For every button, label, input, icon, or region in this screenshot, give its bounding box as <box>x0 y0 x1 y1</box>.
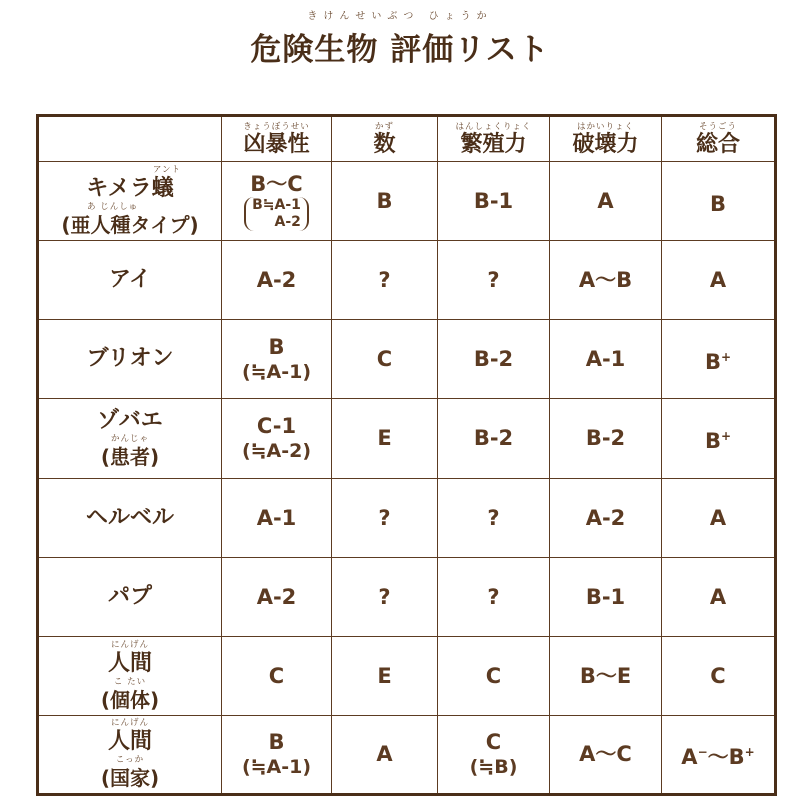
fertility-value: ? <box>487 505 500 530</box>
overall-modifier: + <box>720 349 732 364</box>
number-cell <box>332 399 438 478</box>
number-value: E <box>377 663 392 688</box>
fertility-value: B-1 <box>473 189 514 214</box>
overall-grade: A <box>681 744 698 769</box>
fertility-value: B-2 <box>473 426 514 451</box>
overall-modifier: + <box>720 428 732 443</box>
header-label: 凶暴性 <box>243 131 310 157</box>
destruction-cell <box>550 636 662 715</box>
name-sub-ruby: かんじゃ <box>110 433 149 444</box>
creature-name-cell <box>38 399 222 478</box>
overall-grade: B <box>709 191 726 216</box>
creature-name: アイ <box>108 267 152 293</box>
number-value: ? <box>378 505 391 530</box>
name-ruby: にんげん <box>110 718 149 729</box>
fertility-value: C <box>485 663 502 688</box>
number-cell <box>332 320 438 399</box>
number-cell <box>332 557 438 636</box>
header-destruction <box>550 116 662 162</box>
destruction-value: B〜E <box>579 663 632 688</box>
number-cell <box>332 162 438 241</box>
creature-name: ブリオン <box>86 346 174 372</box>
name-ruby: アント <box>152 165 181 176</box>
creature-name: ヘルベル <box>85 504 174 530</box>
creature-name-cell <box>38 557 222 636</box>
table-row <box>38 241 776 320</box>
header-ruby: はんしょくりょく <box>455 121 532 132</box>
overall-value: A <box>709 268 727 293</box>
number-value: B <box>376 189 393 214</box>
fertility-value: C <box>485 730 502 755</box>
number-cell <box>332 241 438 320</box>
name-sub-ruby: あ じんしゅ <box>87 202 139 213</box>
creature-name: ゾバエ <box>97 407 163 433</box>
ferocity-note: (≒A-2) <box>241 440 312 463</box>
fertility-value: B-2 <box>473 347 514 372</box>
number-value: ? <box>378 584 391 609</box>
ferocity-cell <box>222 478 332 557</box>
ferocity-value: B <box>268 335 285 360</box>
ferocity-cell <box>222 320 332 399</box>
risk-table <box>36 114 777 796</box>
creature-name-cell <box>38 162 222 241</box>
ferocity-cell <box>222 162 332 241</box>
header-ruby: かず <box>374 121 394 132</box>
ferocity-value: B〜C <box>250 172 303 197</box>
overall-value: C <box>710 663 726 688</box>
destruction-cell <box>550 715 662 794</box>
ferocity-note: (≒A-1) <box>241 756 312 779</box>
creature-subname: (国家) <box>100 766 160 791</box>
destruction-value: A <box>597 189 614 214</box>
ferocity-cell <box>222 636 332 715</box>
fertility-value: ? <box>487 268 500 293</box>
header-row <box>38 116 776 162</box>
ferocity-value: B <box>268 730 285 755</box>
destruction-cell <box>550 557 662 636</box>
fertility-cell <box>438 715 550 794</box>
ferocity-cell <box>222 715 332 794</box>
number-value: ? <box>378 268 391 293</box>
header-corner <box>38 116 222 162</box>
number-value: A <box>376 742 393 767</box>
number-value: E <box>377 426 392 451</box>
ferocity-note-line: B≒A-1 <box>252 197 301 214</box>
overall-cell <box>662 241 776 320</box>
creature-subname: (患者) <box>100 444 160 469</box>
fertility-cell <box>438 557 550 636</box>
header-label: 繁殖力 <box>460 131 527 157</box>
overall-value: A <box>709 505 727 530</box>
destruction-value: B-1 <box>585 584 626 609</box>
fertility-cell <box>438 478 550 557</box>
ferocity-value: A-2 <box>256 268 297 293</box>
header-ruby: きょうぼうせい <box>243 121 310 132</box>
creature-name: 人間 <box>107 729 152 755</box>
destruction-value: A〜C <box>579 742 632 767</box>
creature-subname: (亜人種タイプ) <box>61 213 199 238</box>
table-row <box>38 320 776 399</box>
ferocity-value: C <box>268 663 285 688</box>
overall-cell <box>662 320 776 399</box>
fertility-cell <box>438 162 550 241</box>
header-ruby: はかいりょく <box>576 121 634 132</box>
overall-value <box>662 344 774 375</box>
creature-subname: (個体) <box>100 687 160 712</box>
header-label: 破壊力 <box>572 131 639 157</box>
fertility-note: (≒B) <box>469 756 518 779</box>
fertility-cell <box>438 241 550 320</box>
creature-name-cell <box>38 478 222 557</box>
destruction-value: A-2 <box>585 505 626 530</box>
overall-grade: B <box>704 349 721 374</box>
creature-name-cell <box>38 715 222 794</box>
overall-value <box>662 739 774 770</box>
number-cell <box>332 715 438 794</box>
creature-name: 人間 <box>107 650 152 676</box>
overall-modifier: + <box>744 744 755 759</box>
fertility-cell <box>438 399 550 478</box>
table-row <box>38 715 776 794</box>
name-sub-ruby: こ たい <box>113 676 147 687</box>
table-row <box>38 557 776 636</box>
ferocity-value: A-1 <box>256 505 297 530</box>
destruction-value: A〜B <box>578 268 633 293</box>
destruction-value: A-1 <box>585 347 626 372</box>
overall-cell <box>662 715 776 794</box>
table-row <box>38 399 776 478</box>
destruction-cell <box>550 162 662 241</box>
header-number <box>332 116 438 162</box>
page-title: 危険生物 評価リスト <box>250 32 550 68</box>
overall-grade: B <box>704 428 721 453</box>
fertility-cell <box>438 320 550 399</box>
header-ruby: そうごう <box>698 121 737 132</box>
overall-cell <box>662 478 776 557</box>
creature-name-cell <box>38 320 222 399</box>
fertility-value: ? <box>487 584 500 609</box>
overall-cell <box>662 399 776 478</box>
header-overall <box>662 116 776 162</box>
overall-range-sep: 〜 <box>707 744 729 769</box>
ferocity-cell <box>222 557 332 636</box>
destruction-cell <box>550 399 662 478</box>
destruction-cell <box>550 241 662 320</box>
overall-value: A <box>709 584 727 609</box>
name-sub-ruby: こっか <box>115 755 145 766</box>
destruction-value: B-2 <box>585 426 626 451</box>
table-row <box>38 478 776 557</box>
ferocity-value: C-1 <box>256 414 297 439</box>
ferocity-value: A-2 <box>256 584 297 609</box>
overall-grade: B <box>728 744 745 769</box>
destruction-cell <box>550 478 662 557</box>
creature-name-cell <box>38 636 222 715</box>
number-cell <box>332 636 438 715</box>
title-block <box>0 10 800 69</box>
header-label: 総合 <box>695 131 740 157</box>
overall-value <box>662 186 774 217</box>
overall-cell <box>662 557 776 636</box>
ferocity-note-line: A-2 <box>274 214 301 231</box>
fertility-cell <box>438 636 550 715</box>
ferocity-note: (≒A-1) <box>241 361 312 384</box>
overall-modifier: − <box>697 744 708 759</box>
overall-cell <box>662 636 776 715</box>
creature-name: キメラ蟻 <box>86 176 174 202</box>
table-row <box>38 636 776 715</box>
creature-name: パプ <box>107 583 152 609</box>
header-fertility <box>438 116 550 162</box>
ferocity-note <box>244 197 309 231</box>
overall-cell <box>662 162 776 241</box>
table-row <box>38 162 776 241</box>
ferocity-cell <box>222 399 332 478</box>
header-label: 数 <box>373 131 396 157</box>
creature-name-cell <box>38 241 222 320</box>
name-ruby: にんげん <box>110 639 149 650</box>
number-value: C <box>376 347 393 372</box>
number-cell <box>332 478 438 557</box>
ferocity-cell <box>222 241 332 320</box>
destruction-cell <box>550 320 662 399</box>
overall-value <box>662 423 774 454</box>
title-ruby: きけんせいぶつ ひょうか <box>307 11 493 22</box>
header-ferocity <box>222 116 332 162</box>
